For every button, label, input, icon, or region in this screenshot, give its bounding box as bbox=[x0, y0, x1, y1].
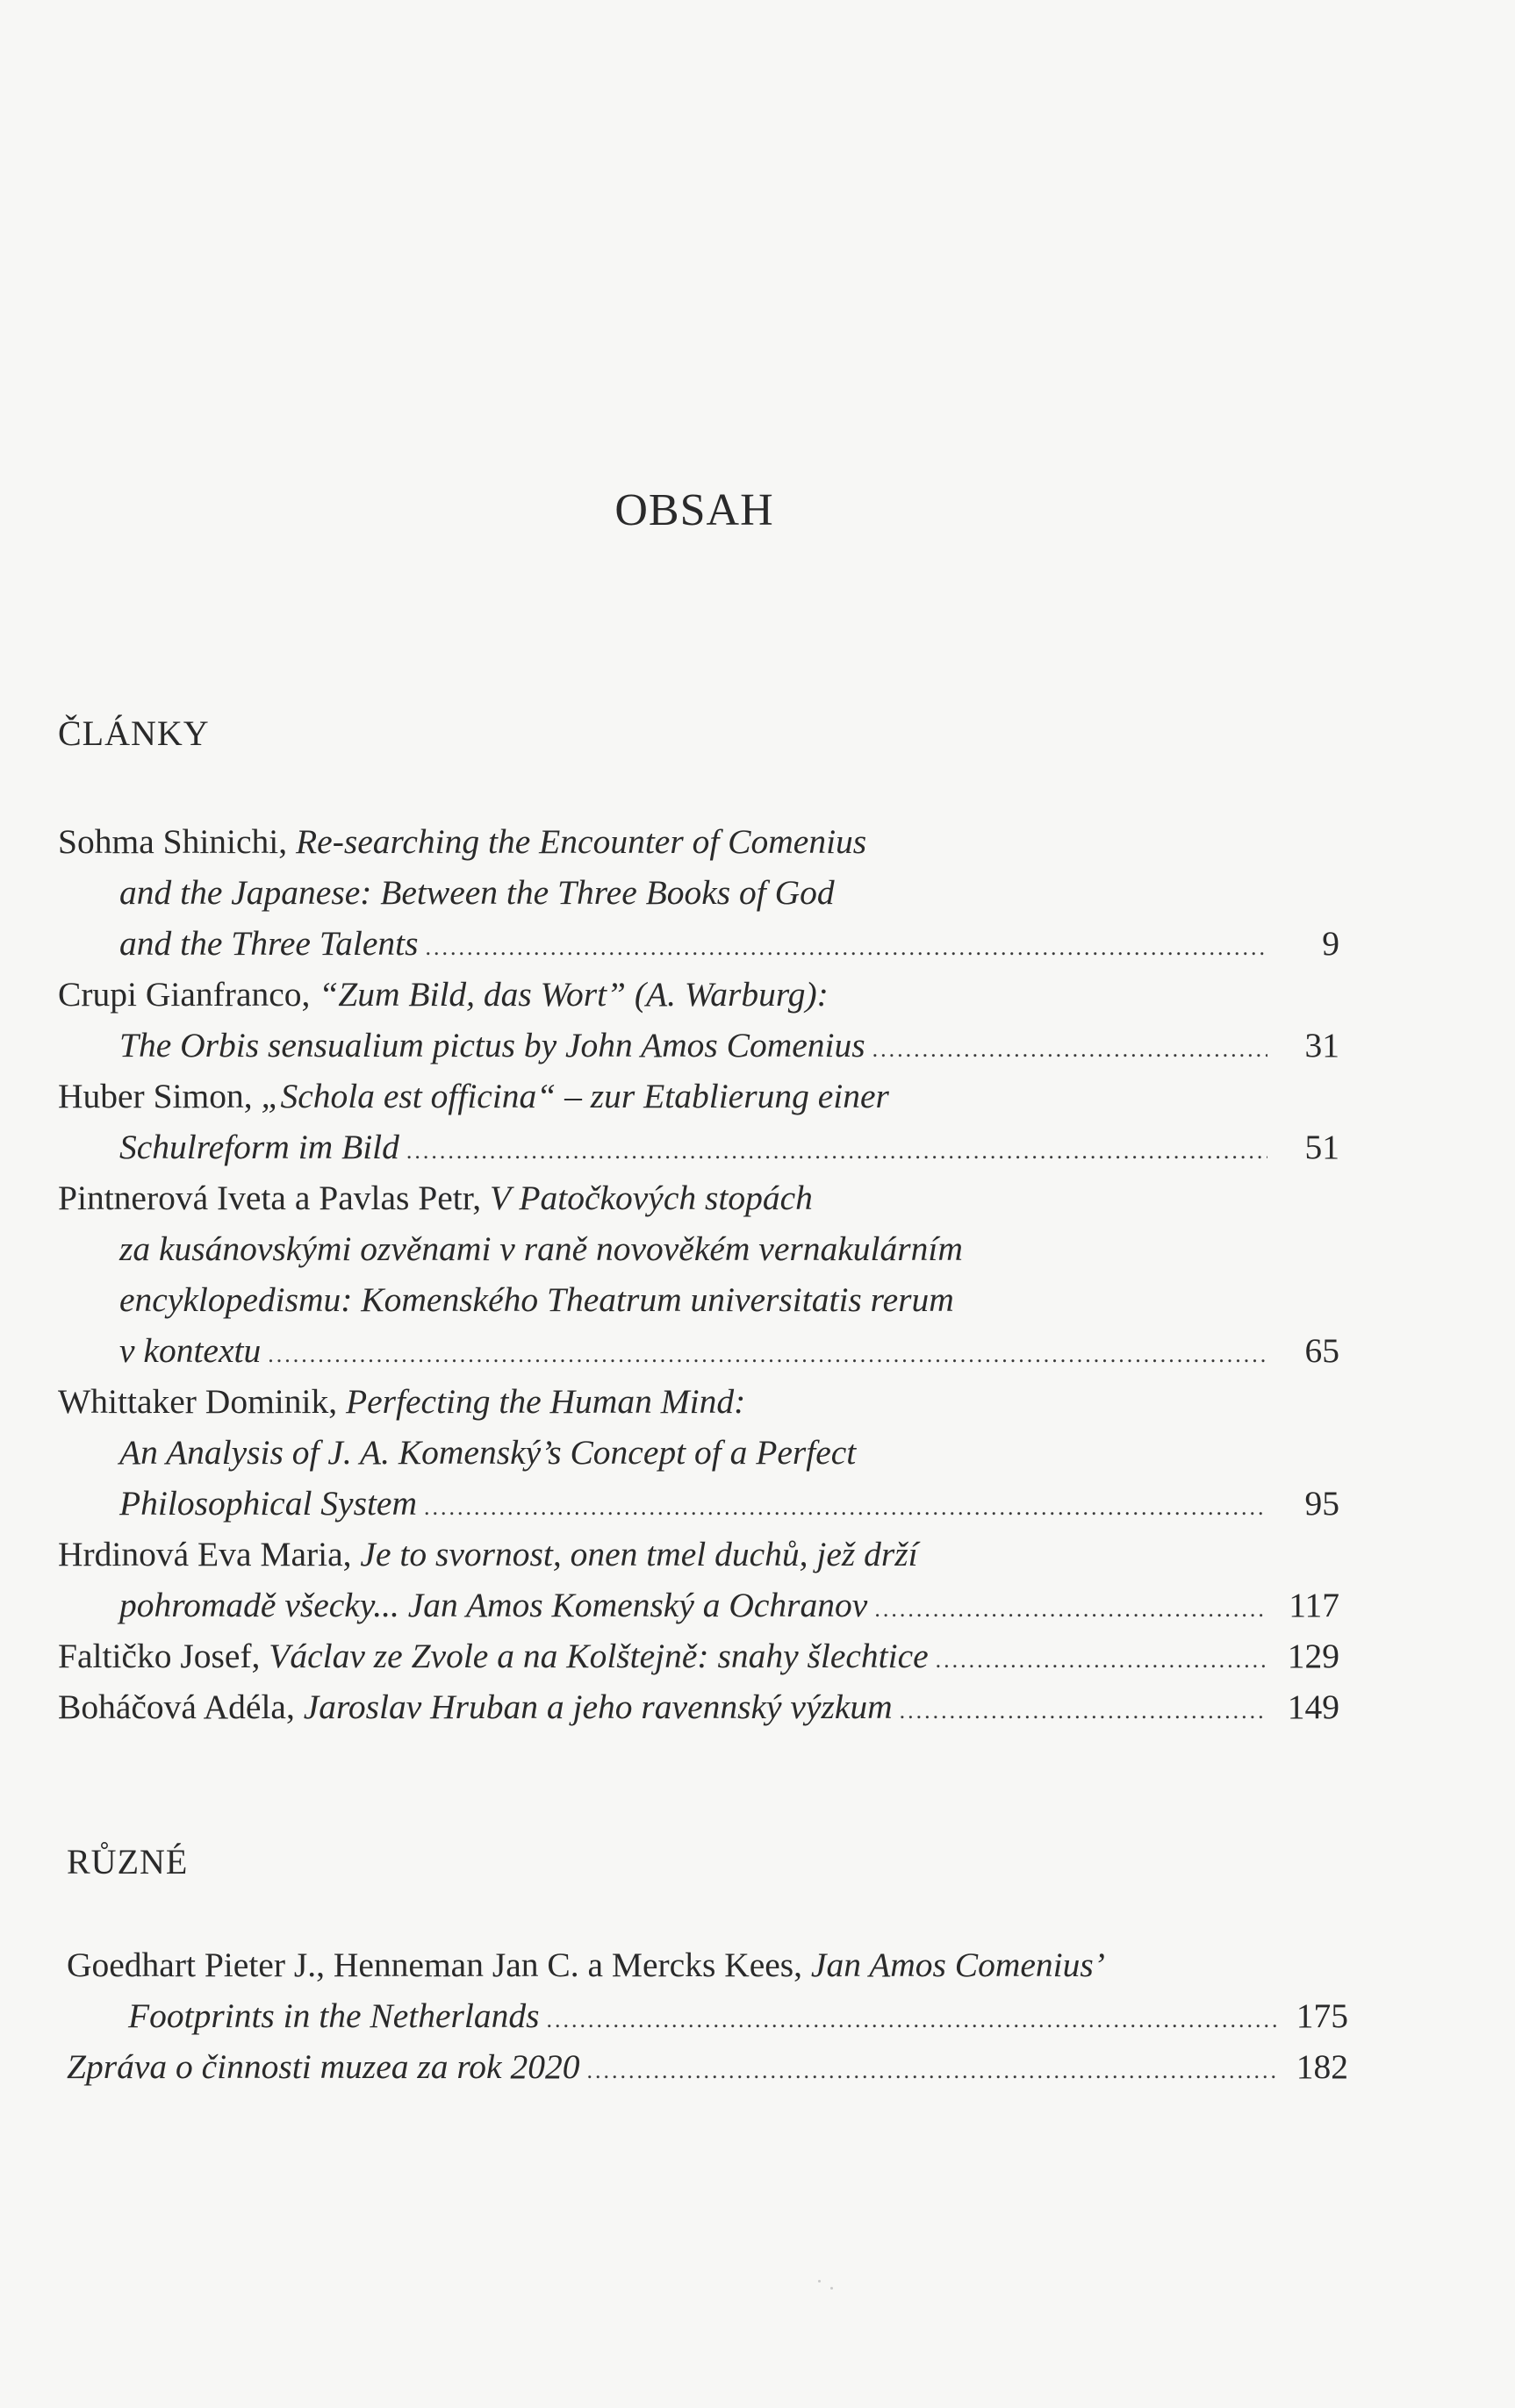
toc-entry-line bbox=[58, 1529, 1339, 1580]
toc-entry-line bbox=[58, 1580, 1339, 1630]
toc-entry-line bbox=[58, 1630, 1339, 1681]
toc-page-number: 9 bbox=[1322, 924, 1339, 963]
toc-entry bbox=[67, 2041, 1348, 2092]
toc-entry-author: Goedhart Pieter J., Henneman Jan C. a Mercks Kees, bbox=[67, 1946, 811, 1984]
toc-entry-title: “Zum Bild, das Wort” (A. Warburg): bbox=[319, 975, 829, 1014]
toc-entry bbox=[67, 1939, 1348, 2041]
toc-entry-author: Faltičko Josef, bbox=[58, 1637, 269, 1675]
toc-entry-author: Whittaker Dominik, bbox=[58, 1382, 346, 1421]
toc-page-number: 65 bbox=[1304, 1331, 1339, 1370]
toc-entry bbox=[58, 1376, 1339, 1529]
toc-page-number: 129 bbox=[1287, 1637, 1339, 1675]
toc-entry-line bbox=[58, 867, 1339, 918]
toc-entry-author: Crupi Gianfranco, bbox=[58, 975, 320, 1014]
toc-entry-title: encyklopedismu: Komenského Theatrum universitatis rerum bbox=[119, 1280, 954, 1319]
toc-entry-title: v kontextu bbox=[119, 1331, 262, 1370]
toc-dot-leader bbox=[268, 1329, 1267, 1380]
toc-dot-leader bbox=[426, 922, 1267, 973]
toc-entry-line bbox=[58, 1122, 1339, 1172]
toc-entry-line bbox=[58, 918, 1339, 969]
toc-entry-title: and the Three Talents bbox=[119, 924, 419, 963]
toc-entry-title: Re-searching the Encounter of Comenius bbox=[296, 822, 867, 861]
toc-dot-leader bbox=[872, 1024, 1267, 1075]
toc-entry-line bbox=[58, 1071, 1339, 1122]
toc-page-number: 175 bbox=[1296, 1996, 1348, 2035]
toc-list-clanky bbox=[58, 816, 1339, 1732]
toc-list-ruzne bbox=[67, 1939, 1348, 2092]
toc-entry-title: Perfecting the Human Mind: bbox=[346, 1382, 746, 1421]
toc-entry-line bbox=[58, 816, 1339, 867]
toc-page-number: 149 bbox=[1287, 1688, 1339, 1726]
toc-entry-author: Boháčová Adéla, bbox=[58, 1688, 304, 1726]
toc-entry bbox=[58, 1172, 1339, 1376]
page-title: OBSAH bbox=[614, 485, 774, 535]
toc-entry bbox=[58, 1630, 1339, 1681]
toc-dot-leader bbox=[424, 1482, 1267, 1533]
toc-entry-line bbox=[58, 1020, 1339, 1071]
toc-entry-title: Schulreform im Bild bbox=[119, 1128, 399, 1166]
toc-entry-line bbox=[58, 1478, 1339, 1529]
toc-entry bbox=[58, 969, 1339, 1071]
toc-entry-line bbox=[58, 1427, 1339, 1478]
toc-entry-line bbox=[58, 1325, 1339, 1376]
toc-entry-line bbox=[67, 2041, 1348, 2092]
toc-entry-line bbox=[58, 969, 1339, 1020]
toc-entry bbox=[58, 1681, 1339, 1732]
toc-entry-title: and the Japanese: Between the Three Books of God bbox=[119, 873, 835, 912]
section-heading-ruzne: RŮZNÉ bbox=[67, 1842, 189, 1881]
toc-page-number: 117 bbox=[1289, 1586, 1339, 1624]
toc-page-number: 51 bbox=[1304, 1128, 1339, 1166]
toc-entry-title: Václav ze Zvole a na Kolštejně: snahy šlechtice bbox=[269, 1637, 929, 1675]
paper-speck bbox=[818, 2280, 821, 2283]
toc-entry-title: Footprints in the Netherlands bbox=[128, 1996, 540, 2035]
toc-dot-leader bbox=[936, 1635, 1267, 1686]
toc-page-number: 31 bbox=[1304, 1026, 1339, 1064]
section-heading-clanky: ČLÁNKY bbox=[58, 713, 210, 753]
toc-entry bbox=[58, 816, 1339, 969]
toc-dot-leader bbox=[874, 1584, 1267, 1635]
toc-entry-line bbox=[58, 1223, 1339, 1274]
toc-entry-title: An Analysis of J. A. Komenský’s Concept of a Perfect bbox=[119, 1433, 857, 1472]
toc-entry bbox=[58, 1529, 1339, 1630]
toc-entry-author: Huber Simon, bbox=[58, 1077, 262, 1115]
toc-entry-line bbox=[67, 1939, 1348, 1990]
toc-entry-title: „Schola est officina“ – zur Etablierung einer bbox=[261, 1077, 889, 1115]
toc-entry-line bbox=[58, 1274, 1339, 1325]
toc-entry-title: pohromadě všecky... Jan Amos Komenský a Ochranov bbox=[119, 1586, 868, 1624]
toc-dot-leader bbox=[547, 1995, 1276, 2046]
toc-entry-title: Zpráva o činnosti muzea za rok 2020 bbox=[67, 2047, 580, 2086]
toc-entry-title: Je to svornost, onen tmel duchů, jež drží bbox=[360, 1535, 918, 1573]
toc-dot-leader bbox=[900, 1686, 1267, 1737]
toc-entry-title: Jan Amos Comenius’ bbox=[810, 1946, 1105, 1984]
toc-entry-line bbox=[58, 1172, 1339, 1223]
toc-entry-line bbox=[58, 1376, 1339, 1427]
toc-entry-title: za kusánovskými ozvěnami v raně novověkém vernakulárním bbox=[119, 1229, 963, 1268]
toc-entry-title: Philosophical System bbox=[119, 1484, 417, 1523]
toc-dot-leader bbox=[586, 2046, 1276, 2096]
toc-dot-leader bbox=[406, 1126, 1267, 1177]
paper-speck bbox=[830, 2287, 833, 2290]
toc-page-number: 182 bbox=[1296, 2047, 1348, 2086]
toc-entry-author: Sohma Shinichi, bbox=[58, 822, 297, 861]
toc-entry-author: Hrdinová Eva Maria, bbox=[58, 1535, 361, 1573]
toc-page-number: 95 bbox=[1304, 1484, 1339, 1523]
toc-entry-title: Jaroslav Hruban a jeho ravennský výzkum bbox=[303, 1688, 893, 1726]
toc-entry-line bbox=[67, 1990, 1348, 2041]
toc-entry-author: Pintnerová Iveta a Pavlas Petr, bbox=[58, 1179, 491, 1217]
toc-entry bbox=[58, 1071, 1339, 1172]
toc-entry-line bbox=[58, 1681, 1339, 1732]
toc-entry-title: V Patočkových stopách bbox=[490, 1179, 813, 1217]
toc-entry-title: The Orbis sensualium pictus by John Amos Comenius bbox=[119, 1026, 865, 1064]
